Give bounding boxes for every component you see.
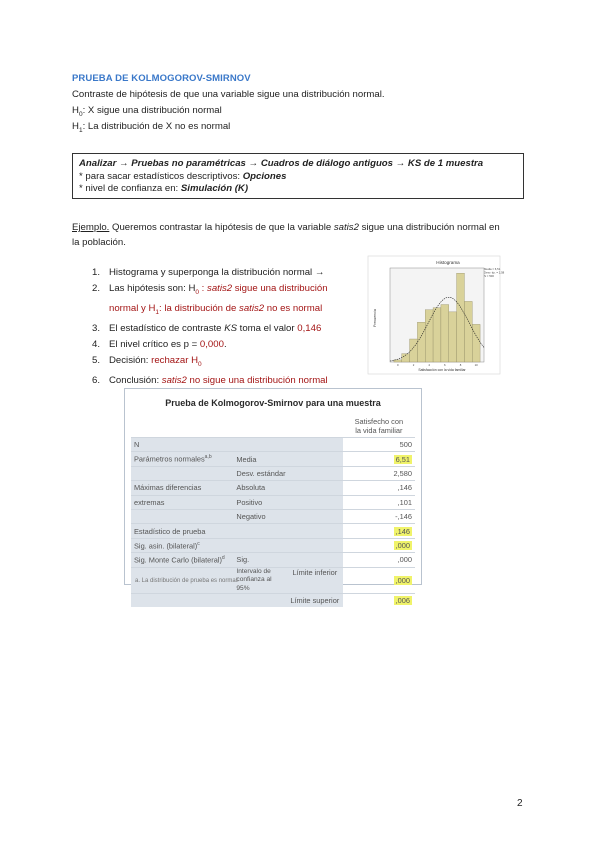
example-line-1 <box>72 221 500 234</box>
step-number: 2. <box>92 283 101 294</box>
step-3-a: El estadístico de contraste <box>109 322 225 334</box>
step-2-d: normal y H <box>109 302 156 314</box>
sigasin-sup: c <box>197 540 200 547</box>
step-5-a: Decisión: <box>109 354 152 366</box>
step-2-var: satis2 <box>207 283 233 294</box>
step-2-e: : la distribución de <box>159 302 240 314</box>
x-tick-label: 6 <box>444 363 446 367</box>
intervalo-label-2: 95% <box>236 584 250 592</box>
row-label <box>131 481 233 495</box>
box-note-2-em: Simulación (K) <box>180 183 249 194</box>
example-label: Ejemplo. <box>72 222 110 233</box>
cell-value: ,101 <box>397 497 412 507</box>
step-text <box>109 353 364 373</box>
table-row <box>131 481 415 495</box>
step-4-b: . <box>223 338 227 350</box>
example-line-2: la población. <box>72 237 126 248</box>
step-text <box>109 281 364 321</box>
step-number: 3. <box>92 322 101 334</box>
example-text-b: sigue una distribución normal en <box>358 222 500 233</box>
h1-sub: 1 <box>78 126 83 134</box>
table-row <box>131 466 415 480</box>
step-3-b: toma el valor <box>237 322 298 334</box>
montecarlo-sup: d <box>221 555 225 562</box>
list-item <box>92 321 364 337</box>
h1-letter: H <box>72 121 79 132</box>
histogram-bar <box>441 305 449 362</box>
step-6-value: no sigue una distribución normal <box>186 374 328 386</box>
row-sublabel: Desv. estándar <box>233 466 342 480</box>
table-row <box>131 594 415 608</box>
limite-sup-value: ,006 <box>395 596 410 606</box>
h0-sub: 0 <box>78 110 83 118</box>
row-sublabel <box>233 567 342 594</box>
sigasin-label: Sig. asin. (bilateral) <box>134 541 198 551</box>
cell-value <box>343 594 415 608</box>
x-tick-label: 8 <box>459 363 462 367</box>
row-sublabel: Positivo <box>233 495 342 509</box>
table-row <box>131 538 415 552</box>
step-number: 6. <box>92 374 101 386</box>
maxdiff-label-1: Máximas diferencias <box>134 483 202 493</box>
table-row <box>131 495 415 509</box>
histogram-bar <box>417 322 425 362</box>
step-2-var-2: satis2 <box>239 302 265 314</box>
step-2-h0-sub: 0 <box>195 288 200 296</box>
cell-value <box>343 567 415 594</box>
steps-list <box>92 265 364 389</box>
intervalo-label <box>236 568 288 594</box>
step-text <box>109 337 364 353</box>
step-2-b: : <box>199 283 208 294</box>
cell-value <box>343 538 415 552</box>
step-text <box>109 373 364 389</box>
legend-line: Desv. típ. = 2,58 <box>484 270 505 275</box>
step-3-value: 0,146 <box>297 322 322 334</box>
step-number: 4. <box>92 338 101 350</box>
media-value: 6,51 <box>395 454 410 464</box>
cell-value: ,000 <box>397 555 412 565</box>
row-sublabel: Negativo <box>233 509 342 523</box>
table-row <box>131 438 415 452</box>
box-note-1-em: Opciones <box>242 170 287 182</box>
list-item <box>92 353 364 373</box>
histogram-bar <box>425 310 433 362</box>
params-sup: a,b <box>204 454 212 461</box>
histogram-chart <box>368 256 505 374</box>
cell-value: -,146 <box>395 512 412 522</box>
page-number: 2 <box>517 798 523 809</box>
legend-line: N = 500 <box>484 273 494 278</box>
histogram-bar <box>472 324 480 362</box>
table-row <box>131 524 415 538</box>
table-row <box>131 452 415 466</box>
row-label <box>131 452 233 466</box>
cell-value: 2,580 <box>393 468 412 478</box>
example-text-a: Queremos contrastar la hipótesis de que la variable <box>109 222 334 233</box>
histogram-bar <box>464 301 472 362</box>
step-6-var: satis2 <box>161 374 187 386</box>
histogram-bar <box>457 273 465 362</box>
row-sublabel: Absoluta <box>233 481 342 495</box>
list-item <box>92 265 364 281</box>
row-sublabel: Sig. <box>233 553 342 567</box>
step-text: Histograma y superponga la distribución normal → <box>109 267 325 278</box>
montecarlo-label: Sig. Monte Carlo (bilateral) <box>134 555 222 565</box>
table-row <box>131 553 415 567</box>
x-tick-label: 10 <box>474 363 478 367</box>
cell-value: 500 <box>399 440 412 450</box>
intro-line: Contraste de hipótesis de que una variable sigue una distribución normal. <box>72 89 385 100</box>
step-number: 1. <box>92 267 101 278</box>
histogram-bar <box>449 312 457 362</box>
h0-text: : X sigue una distribución normal <box>82 105 222 116</box>
table-row <box>131 413 415 438</box>
box-note-opciones <box>79 171 517 184</box>
histogram-bar <box>433 308 441 362</box>
example-var: satis2 <box>333 222 359 233</box>
h1-text: : La distribución de X no es normal <box>82 121 231 132</box>
chart-ylabel: Frecuencia <box>373 309 377 327</box>
step-2-h1-sub: 1 <box>155 308 160 316</box>
section-title: PRUEBA DE KOLMOGOROV-SMIRNOV <box>72 73 251 84</box>
table-row <box>131 509 415 523</box>
step-4-a: El nivel crítico es p = <box>109 338 200 350</box>
chart-xlabel: Satisfacción con la vida familiar <box>418 368 466 372</box>
row-sublabel: Límite superior <box>233 594 342 608</box>
menu-path-box <box>72 153 524 199</box>
menu-path: Analizar → Pruebas no paramétricas → Cuadros de diálogo antiguos → KS de 1 muestra <box>79 158 484 169</box>
step-4-value: 0,000 <box>199 338 224 350</box>
step-number: 5. <box>92 354 101 366</box>
row-label <box>131 553 233 567</box>
hypothesis-h0 <box>72 104 222 121</box>
col-header-line-2: la vida familiar <box>355 426 403 435</box>
step-3-var: KS <box>224 322 237 334</box>
list-item <box>92 337 364 353</box>
step-5-value: rechazar H <box>151 354 199 366</box>
cell-value <box>343 452 415 466</box>
cell-value <box>343 524 415 538</box>
step-2-f: no es normal <box>264 302 323 314</box>
col-header <box>343 413 415 438</box>
row-sublabel: Media <box>233 452 342 466</box>
step-6-a: Conclusión: <box>109 374 162 386</box>
x-tick-label: 0 <box>397 363 399 367</box>
hypothesis-h1 <box>72 120 230 137</box>
box-note-simulacion <box>79 183 517 196</box>
chart-title: Histograma <box>436 260 460 265</box>
table-title: Prueba de Kolmogorov-Smirnov para una muestra <box>165 398 381 408</box>
estad-value: ,146 <box>395 526 410 536</box>
list-item <box>92 281 364 321</box>
row-label: Estadístico de prueba <box>131 524 343 538</box>
step-2-a: Las hipótesis son: H <box>109 283 196 294</box>
limite-inf-label: Límite inferior <box>292 567 338 577</box>
cell-value: ,146 <box>397 483 412 493</box>
list-item <box>92 373 364 389</box>
x-tick-label: 2 <box>412 363 415 367</box>
step-5-sub: 0 <box>198 360 202 368</box>
row-label <box>131 538 343 552</box>
step-text <box>109 321 364 337</box>
row-label: N <box>131 438 343 452</box>
params-label: Parámetros normales <box>134 454 205 464</box>
x-tick-label: 4 <box>428 363 430 367</box>
table-footnote: a. La distribución de prueba es normal. <box>135 578 239 584</box>
legend-line: Media = 6,51 <box>484 267 501 271</box>
sigasin-value: ,000 <box>395 540 410 550</box>
box-note-2-text: * nivel de confianza en: <box>79 183 181 194</box>
ks-test-table <box>124 388 422 606</box>
limite-inf-value: ,000 <box>395 575 410 585</box>
step-2-c: sigue una distribución <box>232 283 328 294</box>
box-note-1-text: * para sacar estadísticos descriptivos: <box>79 170 243 182</box>
h0-letter: H <box>72 105 79 116</box>
intervalo-label-1: Intervalo de confianza al <box>236 567 272 584</box>
col-header-line-1: Satisfecho con <box>354 417 404 426</box>
row-label: extremas <box>131 495 233 509</box>
